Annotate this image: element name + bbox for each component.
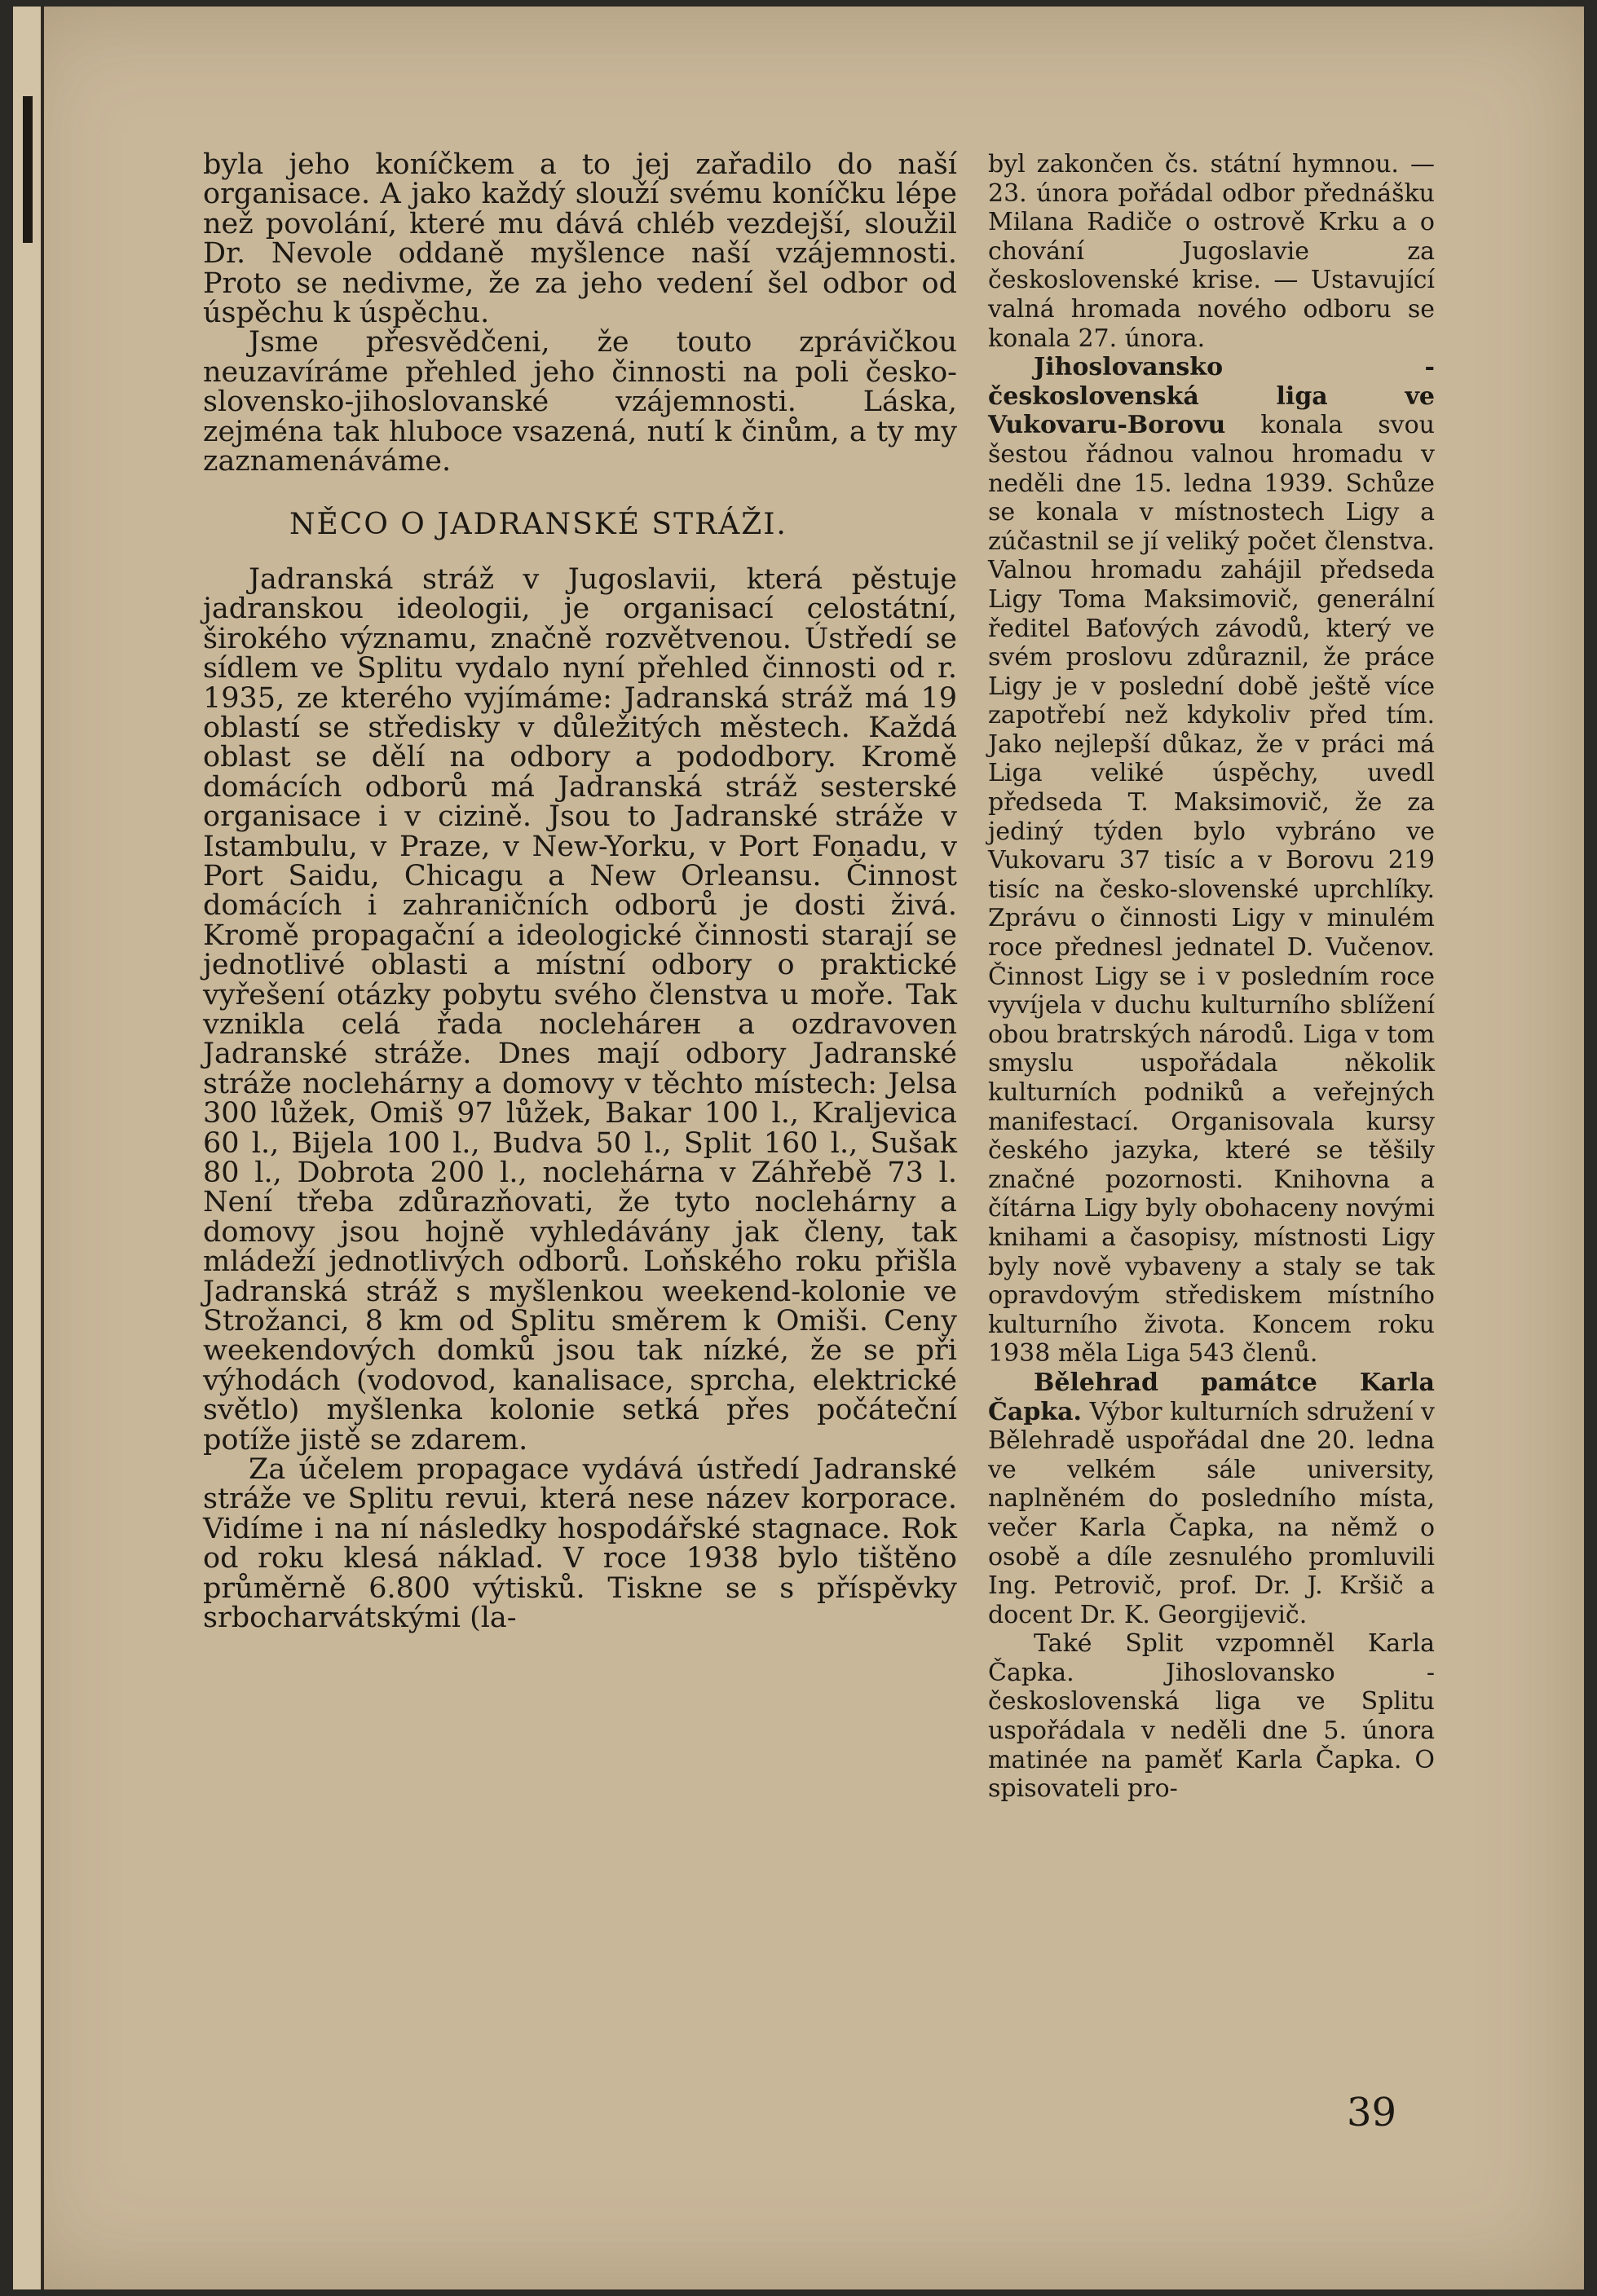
paragraph: Za účelem propagace vydává ústředí Jadranské stráže ve Splitu revui, která nese název korporace. Vidíme i na ní následky hospodářské stagnace. Rok od roku klesá náklad. V roce 1938 bylo tištěno průměrně 6.800 výtisků. Tiskne se s příspěvky srbocharvátskými (la-: [203, 1453, 957, 1635]
right-column: [988, 150, 1435, 1804]
paragraph-lead: Jihoslovansko - československá liga ve Vukovaru-Borovu: [988, 353, 1435, 440]
paragraph-body: Výbor kulturních sdružení v Bělehradě uspořádal dne 20. ledna ve velkém sále university, naplněném do posledního místa, večer Karla Čapka, na němž o osobě a díle zesnulého promluvili Ing. Petrovič, prof. Dr. J. Kršič a docent Dr. K. Georgijevič.: [988, 1397, 1435, 1629]
paragraph-lead: Bělehrad památce Karla Čapka.: [988, 1368, 1435, 1426]
page-number: 39: [1347, 2090, 1397, 2135]
paragraph: byl zakončen čs. státní hymnou. — 23. února pořádal odbor přednášku Milana Radiče o ostrově Krku a o chování Jugoslavie za československé krise. — Ustavující valná hromada nového odboru se konala 27. února.: [988, 150, 1435, 353]
paragraph: [988, 353, 1435, 1368]
spine-rule: [41, 7, 44, 2289]
paragraph-body: konala svou šestou řádnou valnou hromadu v neděli dne 15. ledna 1939. Schůze se konala v místnostech Ligy a zúčastnil se jí veliký počet členstva. Valnou hromadu zahájil předseda Ligy Toma Maksimovič, generální ředitel Baťových závodů, který ve svém proslovu zdůraznil, že práce Ligy je v poslední době ještě více zapotřebí než kdykoliv před tím. Jako nejlepší důkaz, že v práci má Liga veliké úspěchy, uvedl předseda T. Maksimovič, že za jediný týden bylo vybráno ve Vukovaru 37 tisíc a v Borovu 219 tisíc na česko-slovenské uprchlíky. Zprávu o činnosti Ligy v minulém roce přednesl jednatel D. Vučenov. Činnost Ligy se i v posledním roce vyvíjela v duchu kulturního sblížení obou bratrských národů. Liga v tom smyslu uspořádala několik kulturních podniků a veřejných manifestací. Organisovala kursy českého jazyka, které se těšily značné pozornosti. Knihovna a čítárna Ligy byly obohaceny novými knihami a časopisy, místnosti Ligy byly nově vybaveny a staly se tak opravdovým střediskem místního kulturního života. Koncem roku 1938 měla Liga 543 členů.: [988, 411, 1435, 1368]
spine-mark: [23, 96, 33, 243]
left-column: [203, 150, 957, 1633]
paragraph: byla jeho koníčkem a to jej zařadilo do naší organisace. A jako každý slouží svému koníčku lépe než povolání, které mu dává chléb vezdejší, sloužil Dr. Nevole oddaně myšlence naší vzájemnosti. Proto se nedivme, že za jeho vedení šel odbor od úspěchu k úspěchu.: [203, 148, 957, 330]
paragraph: Jadranská stráž v Jugoslavii, která pěstuje jadranskou ideologii, je organisací celostátní, širokého významu, značně rozvětvenou. Ústředí se sídlem ve Splitu vydalo nyní přehled činnosti od r. 1935, ze kterého vyjímáme: Jadranská stráž má 19 oblastí se středisky v důležitých městech. Každá oblast se dělí na odbory a pododbory. Kromě domácích odborů má Jadranská stráž sesterské organisace i v cizině. Jsou to Jadranské stráže v Istambulu, v Praze, v New-Yorku, v Port Fonadu, v Port Saidu, Chicagu a New Orleansu. Činnost domácích i zahraničních odborů je dosti živá. Kromě propagační a ideologické činnosti starají se jednotlivé oblasti a místní odbory o praktické vyřešení otázky pobytu svého členstva u moře. Tak vznikla celá řada noclehárен a ozdravoven Jadranské stráže. Dnes mají odbory Jadranské stráže noclehárny a domovy v těchto místech: Jelsa 300 lůžek, Omiš 97 lůžek, Bakar 100 l., Kraljevica 60 l., Bijela 100 l., Budva 50 l., Split 160 l., Sušak 80 l., Dobrota 200 l., noclehárna v Záhřebě 73 l. Není třeba zdůrazňovati, že tyto noclehárny a domovy jsou hojně vyhledávány jak členy, tak mládeží jednotlivých odborů. Loňského roku přišla Jadranská stráž s myšlenkou weekend-kolonie ve Strožanci, 8 km od Splitu směrem k Omiši. Ceny weekendových domků jsou tak nízké, že se při výhodách (vodovod, kanalisace, sprcha, elektrické světlo) myšlenka kolonie setká přes počáteční potíže jistě se zdarem.: [203, 562, 957, 1456]
book-spine: [13, 7, 41, 2289]
paragraph: Jsme přesvědčeni, že touto zprávičkou neuzavíráme přehled jeho činnosti na poli česko-slovensko-jihoslovanské vzájemnosti. Láska, zejména tak hluboce vsazená, nutí k činům, a ty my zaznamenáváme.: [203, 326, 957, 478]
paragraph: [988, 1368, 1435, 1629]
paragraph: Také Split vzpomněl Karla Čapka. Jihoslovansko - československá liga ve Splitu uspořádala v neděli dne 5. února matinée na paměť Karla Čapka. O spisovateli pro-: [988, 1629, 1435, 1804]
section-heading: NĚCO O JADRANSKÉ STRÁŽI.: [289, 508, 787, 542]
book-page: [13, 7, 1584, 2289]
